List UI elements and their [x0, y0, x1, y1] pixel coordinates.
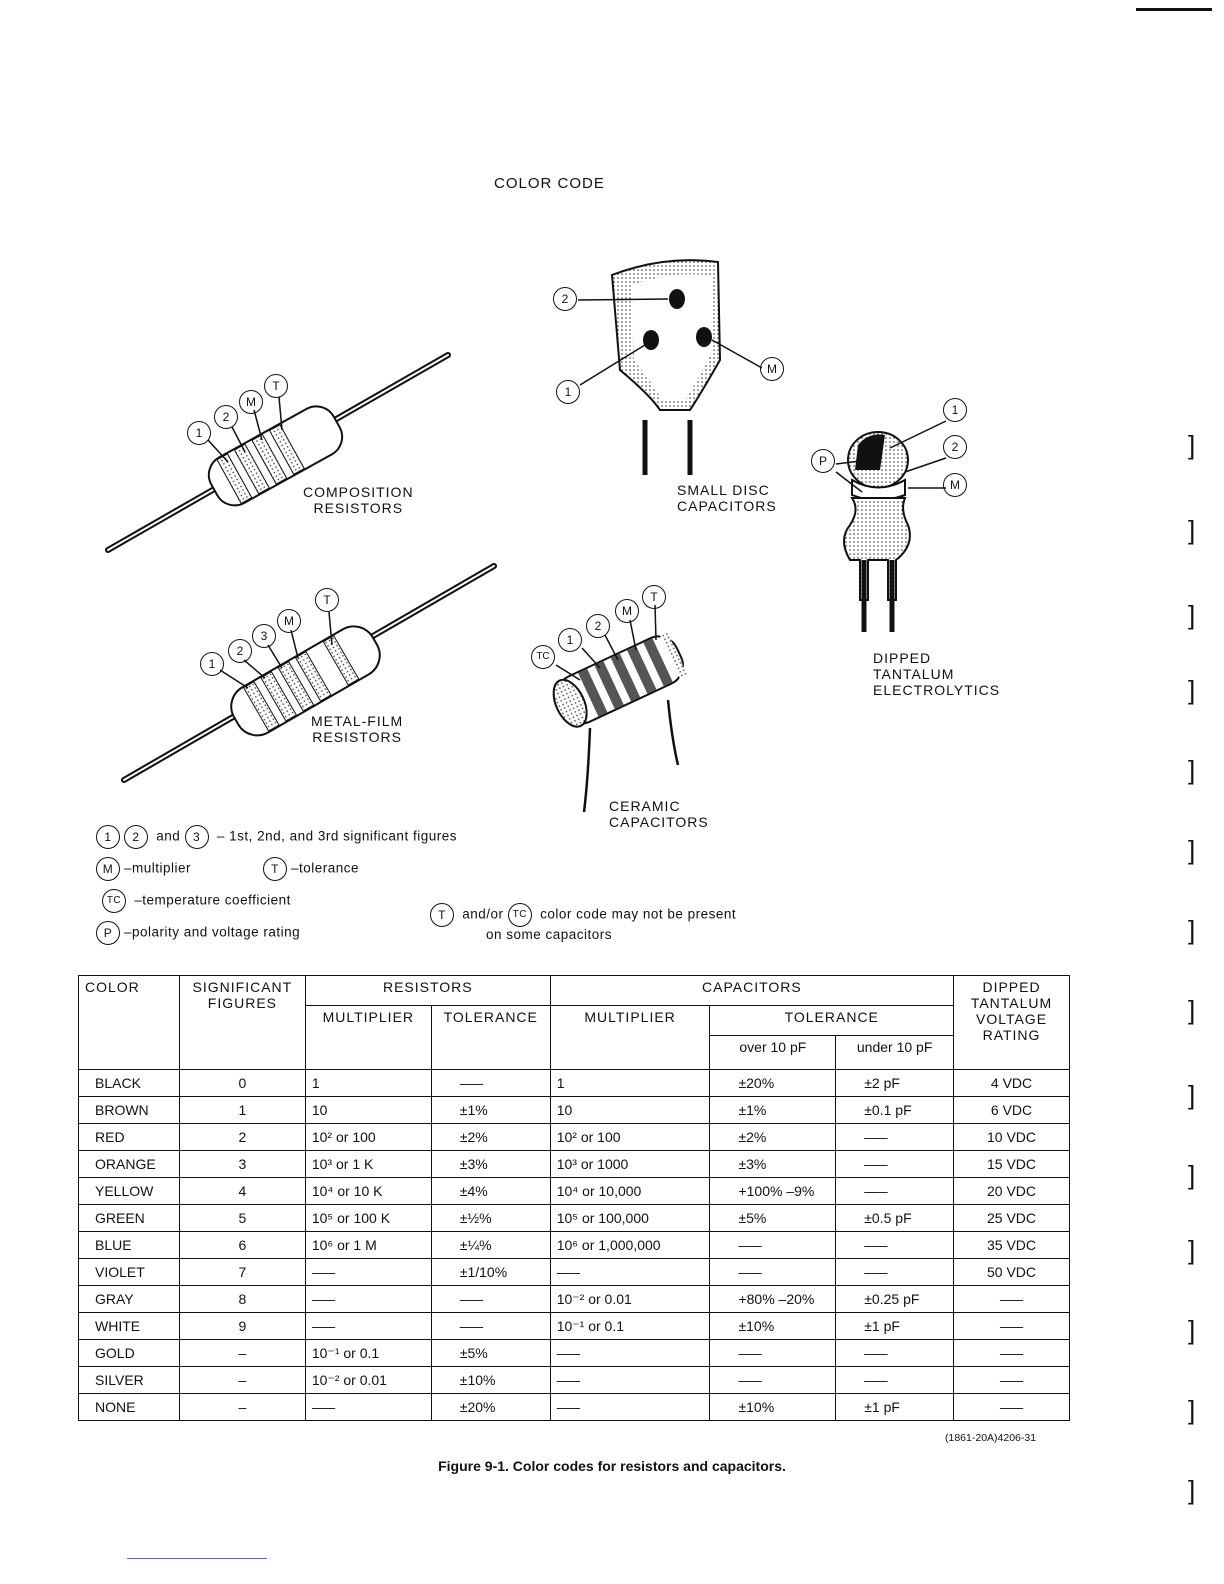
- header-capacitors: CAPACITORS: [550, 976, 953, 1006]
- binding-mark: ]: [1188, 430, 1196, 460]
- table-cell: –––: [550, 1367, 710, 1394]
- header-capacitor-multiplier: MULTIPLIER: [550, 1006, 710, 1070]
- table-cell: 8: [179, 1286, 305, 1313]
- table-row: [79, 1205, 1070, 1232]
- header-resistor-tolerance: TOLERANCE: [431, 1006, 550, 1070]
- table-cell: ±0.5 pF: [836, 1205, 954, 1232]
- table-cell: 15 VDC: [954, 1151, 1070, 1178]
- table-row: [79, 1394, 1070, 1421]
- marker-m-disc: M: [760, 357, 784, 381]
- legend-tolerance: T –tolerance: [263, 857, 359, 881]
- table-cell: ±0.25 pF: [836, 1286, 954, 1313]
- marker-1-composition: 1: [187, 421, 211, 445]
- marker-1-disc: 1: [556, 380, 580, 404]
- table-cell: –––: [954, 1367, 1070, 1394]
- binding-mark: ]: [1188, 675, 1196, 705]
- table-cell: 10³ or 1 K: [305, 1151, 431, 1178]
- table-cell: ±½%: [431, 1205, 550, 1232]
- table-cell: 10⁵ or 100,000: [550, 1205, 710, 1232]
- figure-caption: Figure 9-1. Color codes for resistors and capacitors.: [438, 1458, 786, 1474]
- header-significant-figures: SIGNIFICANT FIGURES: [179, 976, 305, 1070]
- table-cell: –––: [954, 1286, 1070, 1313]
- table-cell: ±10%: [710, 1313, 836, 1340]
- table-cell: ±3%: [431, 1151, 550, 1178]
- marker-2-metal-film: 2: [228, 639, 252, 663]
- table-cell: 50 VDC: [954, 1259, 1070, 1286]
- table-cell: 10³ or 1000: [550, 1151, 710, 1178]
- table-cell: 10⁻² or 0.01: [305, 1367, 431, 1394]
- legend-polarity: P –polarity and voltage rating: [96, 921, 300, 945]
- header-dipped-tantalum: DIPPED TANTALUM VOLTAGE RATING: [954, 976, 1070, 1070]
- table-cell: –: [179, 1367, 305, 1394]
- binding-mark: ]: [1188, 600, 1196, 630]
- table-cell: ±1/10%: [431, 1259, 550, 1286]
- bottom-rule: [127, 1558, 267, 1559]
- table-cell: –––: [305, 1313, 431, 1340]
- table-cell: –––: [305, 1259, 431, 1286]
- table-row: [79, 1259, 1070, 1286]
- table-cell: 10⁴ or 10,000: [550, 1178, 710, 1205]
- header-resistors: RESISTORS: [305, 976, 550, 1006]
- small-disc-capacitor-drawing: [612, 260, 720, 475]
- binding-mark: ]: [1188, 1080, 1196, 1110]
- table-row: [79, 1097, 1070, 1124]
- marker-1-tantalum: 1: [943, 398, 967, 422]
- table-cell: 20 VDC: [954, 1178, 1070, 1205]
- table-row: [79, 1151, 1070, 1178]
- table-cell: 0: [179, 1070, 305, 1097]
- binding-mark: ]: [1188, 835, 1196, 865]
- marker-2-ceramic: 2: [586, 614, 610, 638]
- marker-3-metal-film: 3: [252, 624, 276, 648]
- marker-1-ceramic: 1: [558, 628, 582, 652]
- marker-m-tantalum: M: [943, 473, 967, 497]
- binding-mark: ]: [1188, 1395, 1196, 1425]
- table-cell: 6 VDC: [954, 1097, 1070, 1124]
- table-cell: –––: [836, 1151, 954, 1178]
- table-cell: ±1 pF: [836, 1394, 954, 1421]
- table-cell: 7: [179, 1259, 305, 1286]
- table-cell: SILVER: [79, 1367, 180, 1394]
- table-cell: ±2 pF: [836, 1070, 954, 1097]
- table-cell: 5: [179, 1205, 305, 1232]
- marker-m-composition: M: [239, 390, 263, 414]
- table-cell: 25 VDC: [954, 1205, 1070, 1232]
- table-cell: –––: [836, 1178, 954, 1205]
- table-cell: –––: [550, 1340, 710, 1367]
- marker-t-metal-film: T: [315, 588, 339, 612]
- header-resistor-multiplier: MULTIPLIER: [305, 1006, 431, 1070]
- table-cell: –––: [710, 1367, 836, 1394]
- table-cell: 10⁵ or 100 K: [305, 1205, 431, 1232]
- table-cell: BLACK: [79, 1070, 180, 1097]
- table-row: [79, 1232, 1070, 1259]
- metal-film-resistor-drawing: [124, 566, 494, 780]
- table-cell: –––: [954, 1394, 1070, 1421]
- edge-rule: [1136, 8, 1212, 11]
- table-cell: 4 VDC: [954, 1070, 1070, 1097]
- table-cell: –––: [550, 1259, 710, 1286]
- table-cell: ±5%: [710, 1205, 836, 1232]
- table-cell: BROWN: [79, 1097, 180, 1124]
- marker-2-composition: 2: [214, 405, 238, 429]
- table-cell: ±1%: [710, 1097, 836, 1124]
- table-cell: 10² or 100: [550, 1124, 710, 1151]
- marker-m-metal-film: M: [277, 609, 301, 633]
- ceramic-capacitors-label: CERAMIC CAPACITORS: [609, 798, 709, 830]
- table-cell: –––: [954, 1340, 1070, 1367]
- table-cell: –––: [836, 1259, 954, 1286]
- table-cell: 10⁶ or 1 M: [305, 1232, 431, 1259]
- table-cell: –––: [836, 1124, 954, 1151]
- table-cell: ±3%: [710, 1151, 836, 1178]
- table-cell: 10: [305, 1097, 431, 1124]
- table-row: [79, 1070, 1070, 1097]
- binding-mark: ]: [1188, 995, 1196, 1025]
- table-cell: ±10%: [710, 1394, 836, 1421]
- table-cell: –––: [431, 1070, 550, 1097]
- legend-figures: 1 2 and 3 – 1st, 2nd, and 3rd significant figures: [96, 825, 457, 849]
- legend-temperature: TC –temperature coefficient: [102, 889, 291, 913]
- marker-2-disc: 2: [553, 287, 577, 311]
- header-color: COLOR: [79, 976, 180, 1070]
- table-cell: 10⁻¹ or 0.1: [550, 1313, 710, 1340]
- table-cell: 1: [550, 1070, 710, 1097]
- binding-mark: ]: [1188, 1235, 1196, 1265]
- table-cell: 10 VDC: [954, 1124, 1070, 1151]
- binding-mark: ]: [1188, 515, 1196, 545]
- table-cell: GREEN: [79, 1205, 180, 1232]
- marker-tc-ceramic: TC: [531, 645, 555, 669]
- table-cell: BLUE: [79, 1232, 180, 1259]
- table-cell: 10⁶ or 1,000,000: [550, 1232, 710, 1259]
- binding-mark: ]: [1188, 915, 1196, 945]
- marker-1-metal-film: 1: [200, 652, 224, 676]
- table-cell: 10⁴ or 10 K: [305, 1178, 431, 1205]
- table-cell: ±2%: [710, 1124, 836, 1151]
- table-cell: –––: [431, 1313, 550, 1340]
- binding-mark: ]: [1188, 1160, 1196, 1190]
- table-cell: +100% –9%: [710, 1178, 836, 1205]
- table-cell: 4: [179, 1178, 305, 1205]
- table-cell: –––: [836, 1232, 954, 1259]
- legend-note: T and/or TC color code may not be present on some capacitors: [430, 903, 736, 942]
- table-cell: –––: [305, 1286, 431, 1313]
- table-row: [79, 1340, 1070, 1367]
- table-cell: –––: [305, 1394, 431, 1421]
- table-cell: 3: [179, 1151, 305, 1178]
- figure-id: (1861-20A)4206-31: [945, 1432, 1037, 1444]
- legend-multiplier: M –multiplier: [96, 857, 191, 881]
- header-under-10pf: under 10 pF: [836, 1036, 954, 1070]
- table-cell: –––: [710, 1232, 836, 1259]
- composition-resistors-label: COMPOSITION RESISTORS: [303, 484, 414, 516]
- table-cell: ±2%: [431, 1124, 550, 1151]
- table-cell: ±20%: [710, 1070, 836, 1097]
- table-cell: YELLOW: [79, 1178, 180, 1205]
- dipped-tantalum-label: DIPPED TANTALUM ELECTROLYTICS: [873, 650, 1001, 698]
- table-cell: 10: [550, 1097, 710, 1124]
- table-row: [79, 1286, 1070, 1313]
- table-cell: ±¼%: [431, 1232, 550, 1259]
- table-cell: –––: [710, 1340, 836, 1367]
- table-cell: –––: [836, 1340, 954, 1367]
- table-cell: –––: [431, 1286, 550, 1313]
- table-cell: ±4%: [431, 1178, 550, 1205]
- marker-m-ceramic: M: [615, 599, 639, 623]
- table-cell: 10⁻² or 0.01: [550, 1286, 710, 1313]
- table-cell: ±1 pF: [836, 1313, 954, 1340]
- table-cell: 35 VDC: [954, 1232, 1070, 1259]
- table-cell: 9: [179, 1313, 305, 1340]
- table-cell: 10² or 100: [305, 1124, 431, 1151]
- table-cell: VIOLET: [79, 1259, 180, 1286]
- table-cell: 2: [179, 1124, 305, 1151]
- table-row: [79, 1367, 1070, 1394]
- table-cell: 10⁻¹ or 0.1: [305, 1340, 431, 1367]
- table-cell: ORANGE: [79, 1151, 180, 1178]
- header-capacitor-tolerance: TOLERANCE: [710, 1006, 954, 1036]
- table-cell: GRAY: [79, 1286, 180, 1313]
- metal-film-resistors-label: METAL-FILM RESISTORS: [311, 713, 404, 745]
- table-cell: –––: [954, 1313, 1070, 1340]
- table-cell: 1: [305, 1070, 431, 1097]
- table-cell: 1: [179, 1097, 305, 1124]
- table-cell: ±5%: [431, 1340, 550, 1367]
- table-cell: WHITE: [79, 1313, 180, 1340]
- table-cell: –: [179, 1340, 305, 1367]
- binding-mark: ]: [1188, 1475, 1196, 1505]
- color-code-table: [78, 975, 1070, 1421]
- table-cell: 6: [179, 1232, 305, 1259]
- table-cell: GOLD: [79, 1340, 180, 1367]
- binding-mark: ]: [1188, 1315, 1196, 1345]
- table-row: [79, 1178, 1070, 1205]
- page-title: COLOR CODE: [494, 175, 605, 192]
- marker-2-tantalum: 2: [943, 435, 967, 459]
- table-cell: +80% –20%: [710, 1286, 836, 1313]
- header-over-10pf: over 10 pF: [710, 1036, 836, 1070]
- table-cell: –––: [836, 1367, 954, 1394]
- table-row: [79, 1124, 1070, 1151]
- small-disc-capacitors-label: SMALL DISC CAPACITORS: [677, 482, 777, 514]
- ceramic-capacitor-drawing: [547, 630, 690, 812]
- marker-t-composition: T: [264, 374, 288, 398]
- table-cell: –––: [550, 1394, 710, 1421]
- table-cell: ±20%: [431, 1394, 550, 1421]
- table-cell: –––: [710, 1259, 836, 1286]
- table-cell: ±0.1 pF: [836, 1097, 954, 1124]
- table-cell: RED: [79, 1124, 180, 1151]
- marker-t-ceramic: T: [642, 585, 666, 609]
- table-cell: ±1%: [431, 1097, 550, 1124]
- table-cell: ±10%: [431, 1367, 550, 1394]
- table-row: [79, 1313, 1070, 1340]
- marker-p-tantalum: P: [811, 449, 835, 473]
- binding-mark: ]: [1188, 755, 1196, 785]
- table-cell: –: [179, 1394, 305, 1421]
- table-cell: NONE: [79, 1394, 180, 1421]
